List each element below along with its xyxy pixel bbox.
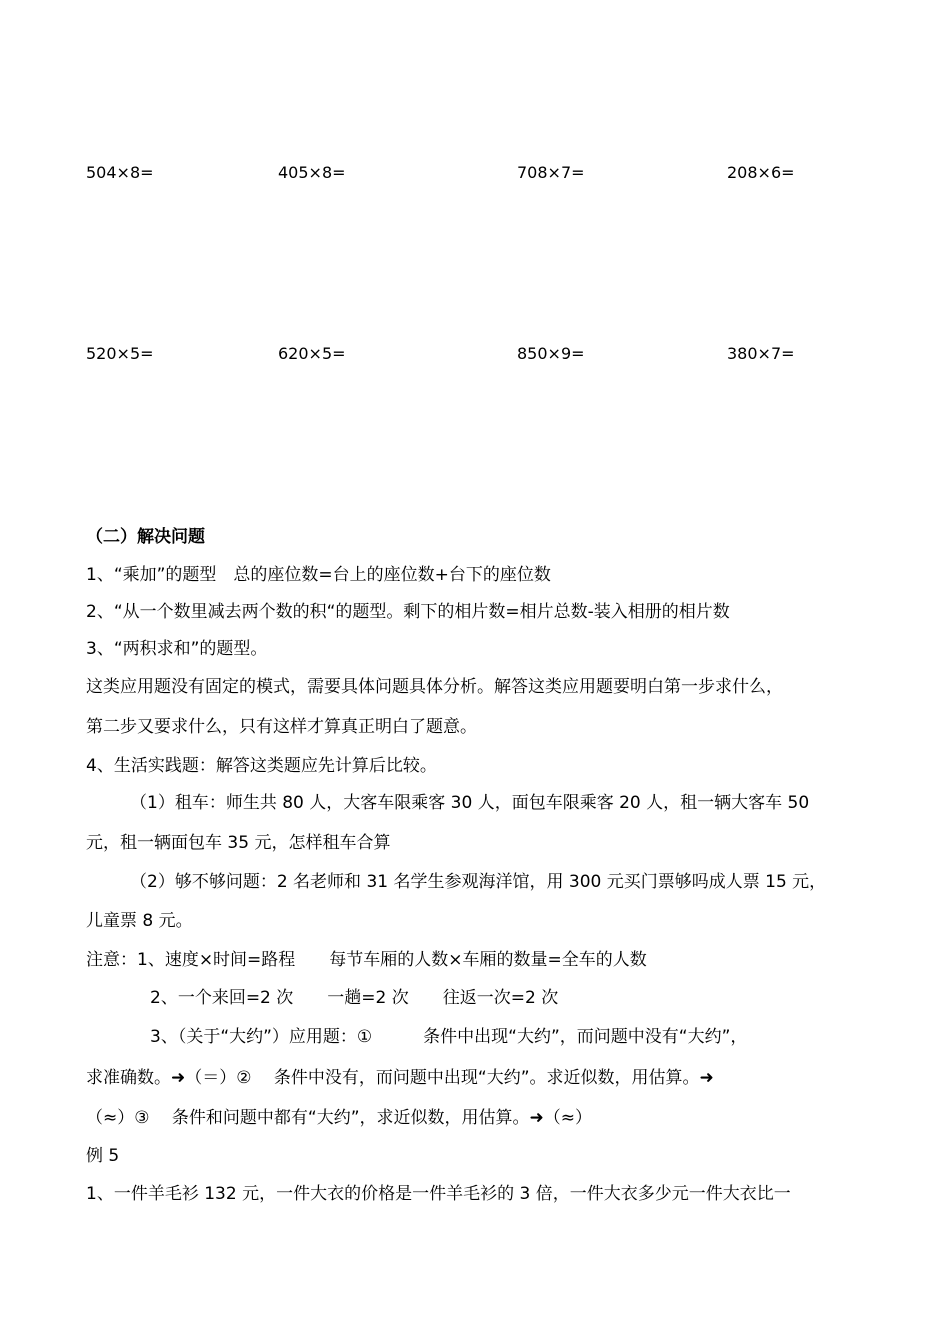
- text-line: 2、一个来回=2 次 一趟=2 次 往返一次=2 次: [150, 988, 559, 1008]
- calc-item: 405×8=: [278, 163, 346, 182]
- text-line: 1、“乘加”的题型 总的座位数=台上的座位数+台下的座位数: [86, 565, 551, 585]
- calc-item: 620×5=: [278, 344, 346, 363]
- text-line: （1）租车：师生共 80 人，大客车限乘客 30 人，面包车限乘客 20 人，租一辆大客车 50: [130, 793, 810, 813]
- text-line: 4、生活实践题：解答这类题应先计算后比较。: [86, 756, 437, 776]
- text-line: 儿童票 8 元。: [86, 911, 193, 931]
- text-line: 2、“从一个数里减去两个数的积“的题型。剩下的相片数=相片总数-装入相册的相片数: [86, 602, 730, 622]
- section-heading: （二）解决问题: [86, 527, 205, 547]
- text-line: 3、“两积求和”的题型。: [86, 639, 268, 659]
- text-line: （2）够不够问题：2 名老师和 31 名学生参观海洋馆，用 300 元买门票够吗成人票 15 元，: [130, 872, 827, 892]
- example-label: 例 5: [86, 1146, 120, 1166]
- text-line: 1、一件羊毛衫 132 元，一件大衣的价格是一件羊毛衫的 3 倍，一件大衣多少元一件大衣比一: [86, 1184, 791, 1204]
- calc-item: 380×7=: [727, 344, 795, 363]
- text-line: 第二步又要求什么，只有这样才算真正明白了题意。: [86, 717, 477, 737]
- text-line: 这类应用题没有固定的模式，需要具体问题具体分析。解答这类应用题要明白第一步求什么，: [86, 677, 783, 697]
- text-line: 求准确数。➜（＝）② 条件中没有，而问题中出现“大约”。求近似数，用估算。➜: [86, 1068, 714, 1088]
- text-line: 注意：1、速度×时间=路程 每节车厢的人数×车厢的数量=全车的人数: [86, 950, 647, 970]
- text-line: （≈）③ 条件和问题中都有“大约”，求近似数，用估算。➜（≈）: [86, 1108, 592, 1128]
- text-line: 元，租一辆面包车 35 元，怎样租车合算: [86, 833, 391, 853]
- calc-item: 850×9=: [517, 344, 585, 363]
- calc-item: 708×7=: [517, 163, 585, 182]
- calc-item: 208×6=: [727, 163, 795, 182]
- text-line: 3、（关于“大约”）应用题：① 条件中出现“大约”，而问题中没有“大约”，: [150, 1027, 748, 1047]
- calc-item: 504×8=: [86, 163, 154, 182]
- calc-item: 520×5=: [86, 344, 154, 363]
